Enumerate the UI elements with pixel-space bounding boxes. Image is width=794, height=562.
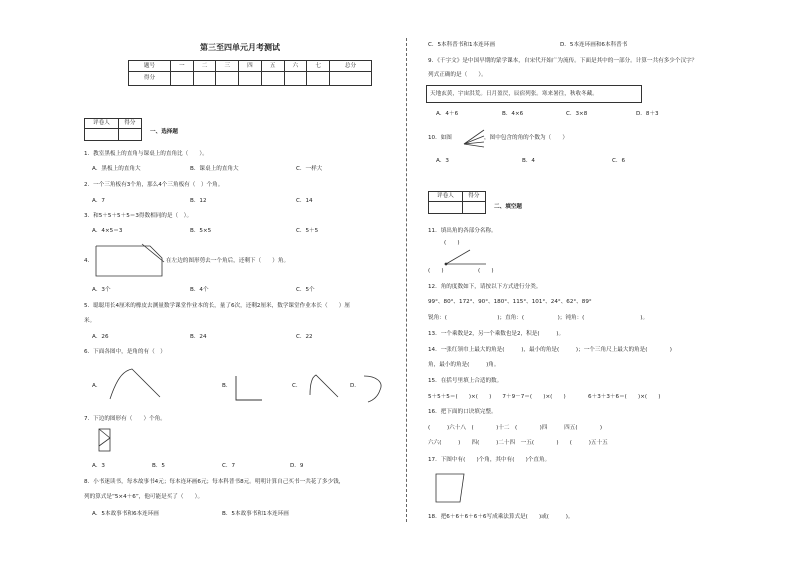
q12-values: 99°、80°、172°、90°、180°、115°、101°、24°、62°、89°	[428, 299, 592, 305]
q6-figure-c	[306, 373, 340, 401]
grader-label: 评卷人	[85, 119, 119, 129]
q2-option-a[interactable]: A．7	[92, 198, 105, 204]
q9-quote-box	[426, 85, 642, 103]
section-1-title: 一、选择题	[150, 129, 178, 135]
score-label: 得分	[462, 192, 485, 202]
q12-classification[interactable]: 锐角：( )；直角：( )；钝角：( )。	[428, 315, 649, 321]
score-table-score-row	[129, 72, 372, 86]
q5-text: 5．聪聪用长4厘米的橡皮去测量数学课堂作业本的长，量了6次，还剩2厘米，数学课堂作业本长（ ）厘	[84, 303, 350, 309]
q6-figure-d	[362, 374, 388, 404]
q11-angle-figure	[436, 248, 496, 268]
q9-option-c[interactable]: C．3×8	[566, 111, 588, 117]
q6-option-a[interactable]: A．	[92, 383, 102, 389]
q11-blank-vertex[interactable]: ( )	[428, 268, 444, 274]
q6-option-d[interactable]: D．	[350, 383, 360, 389]
q5-text-cont: 米。	[84, 318, 96, 324]
score-label: 得分	[118, 119, 141, 129]
q2-option-b[interactable]: B．12	[190, 198, 207, 204]
q3-option-a[interactable]: A．4×5＝3	[92, 228, 123, 234]
grader-cell[interactable]	[85, 129, 119, 141]
q13-text[interactable]: 13．一个乘数是2，另一个乘数也是2，积是( )。	[428, 331, 565, 337]
q10-text-cont: ，图中包含的角的个数为（ ）	[484, 135, 568, 141]
q10-option-b[interactable]: B．4	[522, 158, 535, 164]
q1-option-a[interactable]: A．黑板上的直角大	[92, 166, 141, 172]
q1-option-b[interactable]: B．课桌上的直角大	[190, 166, 239, 172]
grader-cell[interactable]	[429, 202, 463, 214]
score-table-row-label: 得分	[129, 72, 171, 86]
q16-line-2[interactable]: 六六( ) 四( )二十四 一五( ) ( )五十五	[428, 440, 608, 446]
q7-option-c[interactable]: C．7	[222, 463, 236, 469]
score-table-header-cell: 题号	[129, 61, 171, 72]
q4-option-a[interactable]: A．3个	[92, 287, 111, 293]
q9-text-cont: 列式正确的是（ ）。	[428, 72, 487, 78]
q9-text: 9．《千字文》是中国早期的蒙学课本，自宋代开始广为流传。下面是其中的一部分。计算一共有多少个汉字？	[428, 58, 698, 64]
q3-text: 3．和5＋5＋5＋5＝3得数相同的是（ ）。	[84, 213, 193, 219]
score-cell[interactable]	[118, 129, 141, 141]
score-table-score-cell[interactable]	[239, 72, 262, 86]
q11-blank-side[interactable]: ( )	[478, 268, 494, 274]
q3-option-c[interactable]: C．5＋5	[296, 228, 319, 234]
q7-option-d[interactable]: D．9	[290, 463, 304, 469]
q7-option-a[interactable]: A．3	[92, 463, 105, 469]
score-table-score-cell[interactable]	[261, 72, 284, 86]
q10-text: 10．如图	[428, 135, 452, 141]
score-table-header-cell: 五	[261, 61, 284, 72]
q6-option-b[interactable]: B．	[222, 383, 232, 389]
q8-text-cont: 列的算式是“5×4＋6”，他可能是买了（ ）。	[84, 494, 204, 500]
score-table-header-cell: 二	[193, 61, 216, 72]
q11-text: 11．填出角的各部分名称。	[428, 228, 497, 234]
score-table-header-cell: 三	[216, 61, 239, 72]
q4-text: 在左边的图形剪去一个角后，还剩下（ ）角。	[166, 258, 290, 264]
score-table-score-cell[interactable]	[193, 72, 216, 86]
score-cell[interactable]	[462, 202, 485, 214]
q9-option-b[interactable]: B．4×6	[502, 111, 524, 117]
section-2-title: 二、填空题	[494, 204, 522, 210]
q15-equations[interactable]: 5＋5＋5＝( )×( ) 7＋9－7＝( )×( ) 6＋3＋3＋6＝( )×( )	[428, 394, 661, 400]
q9-quote-text: 天地玄黄，宇宙洪荒。日月盈昃，辰宿列张。寒来暑往，秋收冬藏。	[430, 91, 598, 97]
score-table-score-cell[interactable]	[170, 72, 193, 86]
q16-line-1[interactable]: ( )六十八 ( )十二 ( )四 四五( )	[428, 425, 603, 431]
score-table-header-cell: 六	[284, 61, 307, 72]
q6-figure-a	[108, 367, 168, 403]
q8-text: 8．小书迷读书，每本故事书4元；每本连环画6元；每本科普书8元。明明计算自己买书一共花了多少钱，	[84, 479, 345, 485]
q6-text: 6．下面各图中，是角的有（ ）	[84, 349, 166, 355]
q9-option-a[interactable]: A．4＋6	[436, 111, 459, 117]
score-table-header-cell: 七	[307, 61, 330, 72]
q8-option-b[interactable]: B．5本故事书和1本连环画	[222, 511, 289, 517]
q11-blank-top[interactable]: ( )	[444, 240, 460, 246]
score-table-score-cell[interactable]	[216, 72, 239, 86]
q8-option-c[interactable]: C．5本科普书和1本连环画	[428, 42, 495, 48]
q17-trapezoid-figure	[434, 472, 468, 506]
q8-option-a[interactable]: A．5本故事书和6本连环画	[92, 511, 159, 517]
q2-text: 2．一个三角板有3个角，那么4个三角板有（ ）个角。	[84, 182, 224, 188]
q5-option-b[interactable]: B．24	[190, 334, 207, 340]
q7-figure	[98, 428, 112, 454]
fold-divider	[406, 38, 407, 522]
q3-option-b[interactable]: B．5×5	[190, 228, 212, 234]
q6-figure-b	[234, 376, 264, 402]
q9-option-d[interactable]: D．8＋3	[636, 111, 659, 117]
q1-text: 1．教室黑板上的直角与课桌上的直角比（ ）。	[84, 151, 208, 157]
q18-text[interactable]: 18．把6＋6＋6＋6＋6写成乘法算式是( )或( )。	[428, 514, 574, 520]
q10-angle-figure	[462, 128, 486, 148]
q5-option-a[interactable]: A．26	[92, 334, 109, 340]
q10-option-a[interactable]: A．3	[436, 158, 449, 164]
score-table-header-cell: 总分	[329, 61, 371, 72]
q8-option-d[interactable]: D．5本连环画和6本科普书	[560, 42, 628, 48]
grader-box-2	[428, 191, 486, 214]
score-table-score-cell[interactable]	[307, 72, 330, 86]
q7-option-b[interactable]: B．5	[152, 463, 165, 469]
q7-text: 7．下边的图形有（ ）个角。	[84, 416, 166, 422]
q17-text[interactable]: 17．下图中有( )个角，其中有( )个直角。	[428, 457, 551, 463]
q5-option-c[interactable]: C．22	[296, 334, 313, 340]
q4-number: 4．	[84, 258, 94, 264]
q16-text: 16．把下面的口诀填完整。	[428, 409, 497, 415]
q15-text: 15．在括号里填上合适的数。	[428, 378, 503, 384]
page-title: 第三至四单元月考测试	[200, 43, 280, 52]
q14-text[interactable]: 14．一张红领巾上最大的角是( )，最小的角是( )；一个三角尺上最大的角是( )	[428, 347, 672, 353]
q1-option-c[interactable]: C．一样大	[296, 166, 323, 172]
q4-cut-rectangle-figure	[96, 244, 166, 280]
grader-label: 评卷人	[429, 192, 463, 202]
q12-text: 12．角的度数如下，请按以下方式进行分类。	[428, 284, 542, 290]
q4-option-c[interactable]: C．5个	[296, 287, 315, 293]
score-table-score-cell[interactable]	[329, 72, 371, 86]
q14-text-cont[interactable]: 角，最小的角是( )角。	[428, 362, 500, 368]
score-table-header-row	[129, 61, 372, 72]
q6-option-c[interactable]: C．	[292, 383, 302, 389]
score-table-header-cell: 四	[239, 61, 262, 72]
q2-option-c[interactable]: C．14	[296, 198, 313, 204]
score-table-header-cell: 一	[170, 61, 193, 72]
q4-option-b[interactable]: B．4个	[190, 287, 209, 293]
q10-option-c[interactable]: C．6	[612, 158, 626, 164]
score-table-score-cell[interactable]	[284, 72, 307, 86]
grader-box-1	[84, 118, 142, 141]
score-table	[128, 60, 372, 86]
